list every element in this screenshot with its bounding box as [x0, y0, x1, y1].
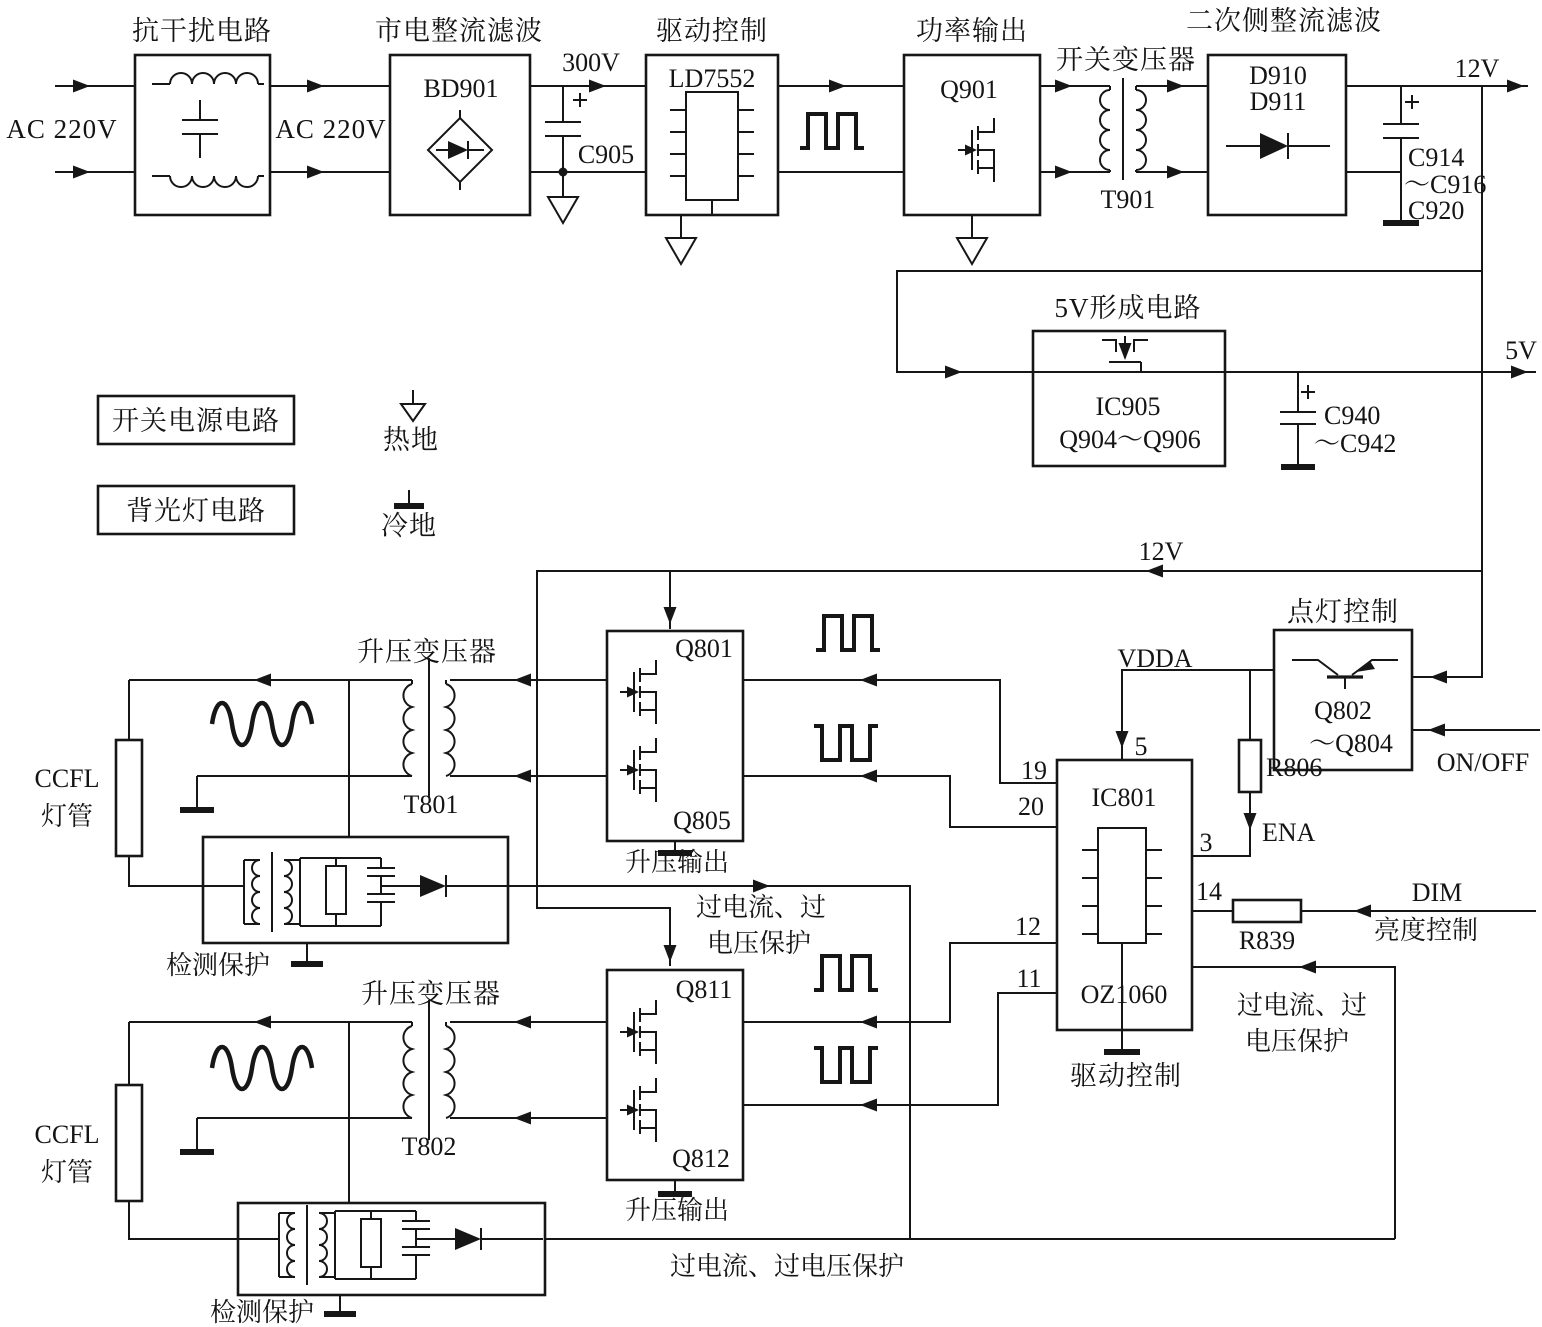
- square-wave-icons: [800, 114, 880, 1082]
- boost-out-1-label: 升压输出: [624, 848, 730, 877]
- detect-protect-box-2: [238, 1203, 545, 1295]
- ccfl1-label-2: 灯管: [40, 802, 94, 831]
- t901-label: T901: [1100, 185, 1156, 214]
- d911-label: D911: [1249, 87, 1307, 116]
- t801-label: T801: [403, 790, 459, 819]
- ccfl2-label-2: 灯管: [40, 1158, 94, 1187]
- r839-label: R839: [1238, 926, 1296, 955]
- dim-sub-label: 亮度控制: [1373, 916, 1479, 945]
- sine-wave-icon: [212, 703, 312, 745]
- mosfet-icon-q812: [620, 1078, 656, 1142]
- pin14-label: 14: [1196, 877, 1222, 906]
- emi-filter-internals: [152, 73, 264, 187]
- detect-protect-internals-1: [203, 852, 508, 932]
- oz1060-label: OZ1060: [1080, 980, 1168, 1009]
- resistor-r839: [1233, 900, 1301, 922]
- bd901-label: BD901: [423, 74, 499, 103]
- ac-mid-label: AC 220V: [275, 114, 387, 144]
- mosfet-icon-q901: [958, 118, 994, 182]
- r806-label: R806: [1266, 753, 1323, 782]
- ignition-title: 点灯控制: [1287, 597, 1399, 627]
- pin19-label: 19: [1021, 756, 1047, 785]
- ic801-ic-icon: [1082, 828, 1162, 943]
- ccfl-lamp-1: [116, 740, 142, 856]
- hot-ground-label: 热地: [383, 425, 439, 455]
- bus-300v-label: 300V: [562, 48, 620, 77]
- inductor-icon: [152, 73, 264, 84]
- onoff-label: ON/OFF: [1436, 748, 1530, 777]
- emi-title: 抗干扰电路: [132, 16, 272, 46]
- q805-label: Q805: [673, 806, 731, 835]
- c914-label: C914: [1408, 143, 1465, 172]
- c916-label: ～C916: [1404, 170, 1487, 199]
- transformer-t901: [1100, 78, 1146, 180]
- boost-title-2: 升压变压器: [361, 979, 501, 1009]
- legend-backlight-label: 背光灯电路: [126, 496, 266, 526]
- ccfl2-label-1: CCFL: [34, 1120, 100, 1149]
- pin20-label: 20: [1018, 792, 1044, 821]
- ground-symbols: [180, 197, 1419, 1314]
- pin11-label: 11: [1016, 964, 1042, 993]
- c942-label: ～C942: [1314, 429, 1397, 458]
- q801-label: Q801: [675, 634, 733, 663]
- pin5-label: 5: [1134, 732, 1148, 761]
- legend-hot-ground-icon: [401, 390, 425, 421]
- wiring-backlight: [129, 571, 1540, 1312]
- mosfet-icon-q801: [620, 660, 656, 724]
- detect-protect-internals-2: [238, 1205, 543, 1285]
- rail-12v-label: 12V: [1138, 537, 1184, 566]
- ovp-right-label-1: 过电流、过: [1236, 991, 1368, 1020]
- ovp-bottom-label: 过电流、过电压保护: [669, 1252, 905, 1281]
- ovp-right-label-2: 电压保护: [1244, 1027, 1350, 1056]
- q812-label: Q812: [672, 1144, 730, 1173]
- five-volt-title: 5V形成电路: [1054, 293, 1202, 323]
- inductor-icon: [152, 176, 264, 187]
- detect-protect-box-1: [203, 837, 508, 943]
- labels: [6, 6, 1537, 1327]
- pin12-label: 12: [1015, 912, 1041, 941]
- rectifier-title: 市电整流滤波: [375, 16, 543, 46]
- ic801-label: IC801: [1091, 783, 1157, 812]
- sw-transformer-title: 开关变压器: [1056, 45, 1196, 75]
- c905-label: C905: [577, 140, 635, 169]
- pin3-label: 3: [1199, 828, 1213, 857]
- out-12v-label: 12V: [1454, 54, 1500, 83]
- mosfet-icon-q805: [620, 738, 656, 802]
- bridge-rectifier-icon: [428, 110, 492, 190]
- detect1-label: 检测保护: [165, 951, 271, 980]
- ccfl1-label-1: CCFL: [34, 764, 100, 793]
- q904-906-label: Q904～Q906: [1059, 425, 1201, 454]
- q802-label: Q802: [1314, 696, 1372, 725]
- ld7552-label: LD7552: [668, 64, 756, 93]
- secondary-diode-icon: [1226, 133, 1330, 159]
- q901-label: Q901: [940, 75, 998, 104]
- transistor-icon-q802: [1292, 660, 1398, 689]
- c940-label: C940: [1324, 401, 1381, 430]
- ac-input-label: AC 220V: [6, 114, 118, 144]
- q811-label: Q811: [675, 975, 733, 1004]
- ovp-mid-label-2: 电压保护: [706, 929, 812, 958]
- ic905-mosfet-icon: [1102, 336, 1148, 372]
- q804-label: ～Q804: [1309, 729, 1393, 758]
- ena-label: ENA: [1262, 818, 1316, 847]
- boost-out-2-label: 升压输出: [624, 1196, 730, 1225]
- junction-dot: [559, 168, 568, 177]
- out-5v-label: 5V: [1505, 336, 1537, 365]
- hot-ground-icon: [957, 238, 987, 264]
- d910-label: D910: [1249, 61, 1307, 90]
- ic905-label: IC905: [1095, 392, 1161, 421]
- t802-label: T802: [401, 1132, 457, 1161]
- vdda-label: VDDA: [1117, 644, 1193, 673]
- sine-wave-icon: [212, 1047, 312, 1089]
- mosfet-icon-q811: [620, 1000, 656, 1064]
- c920-label: C920: [1408, 196, 1465, 225]
- ld7552-ic-icon: [670, 92, 754, 200]
- legend-smps-label: 开关电源电路: [112, 406, 280, 436]
- dim-label: DIM: [1411, 878, 1463, 907]
- drive-title: 驱动控制: [656, 16, 768, 46]
- cold-ground-label: 冷地: [381, 511, 437, 541]
- hot-ground-icon: [548, 197, 578, 223]
- resistor-r806: [1239, 740, 1261, 792]
- capacitor-icon: [182, 100, 218, 158]
- hot-ground-icon: [666, 238, 696, 264]
- plus-marks: [573, 93, 1419, 399]
- ccfl-lamp-2: [116, 1085, 142, 1201]
- boost-title-1: 升压变压器: [357, 637, 497, 667]
- drive2-title: 驱动控制: [1070, 1061, 1182, 1091]
- block-boxes: [98, 55, 1412, 1295]
- power-out-title: 功率输出: [916, 16, 1028, 46]
- wiring-power-chain: [55, 86, 1536, 677]
- ovp-mid-label-1: 过电流、过: [695, 893, 827, 922]
- secondary-title: 二次侧整流滤波: [1186, 6, 1382, 36]
- detect2-label: 检测保护: [209, 1298, 315, 1327]
